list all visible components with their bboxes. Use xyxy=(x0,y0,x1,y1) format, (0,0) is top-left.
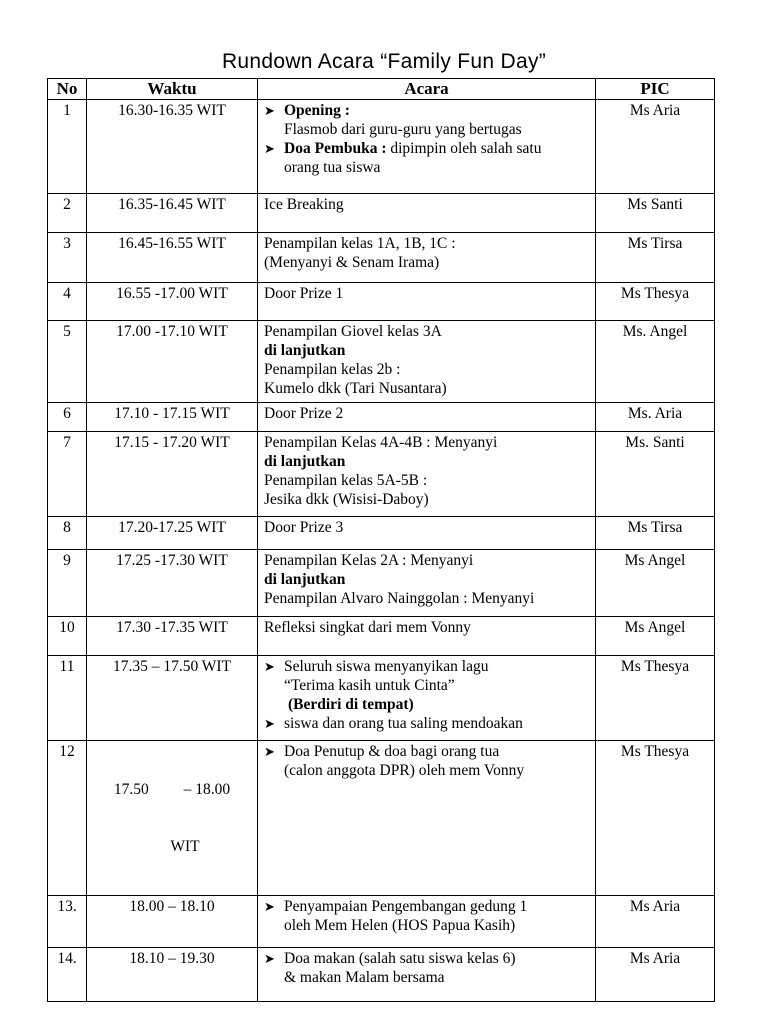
acara-bold: Doa Pembuka : xyxy=(284,140,387,157)
table-row xyxy=(48,741,715,896)
row-waktu: 16.45-16.55 WIT xyxy=(87,233,258,283)
header-pic: PIC xyxy=(596,79,715,100)
acara-line: Penampilan Giovel kelas 3A xyxy=(264,323,442,340)
row-no: 3 xyxy=(48,233,87,283)
row-pic: Ms Aria xyxy=(596,896,715,948)
row-pic: Ms Thesya xyxy=(596,741,715,896)
table-row xyxy=(48,948,715,1002)
row-no: 2 xyxy=(48,194,87,233)
row-no: 8 xyxy=(48,517,87,550)
acara-line: Penampilan Alvaro Nainggolan : Menyanyi xyxy=(264,590,535,607)
row-pic: Ms Aria xyxy=(596,100,715,194)
table-header-row xyxy=(48,79,715,100)
acara-line: Penampilan kelas 2b : xyxy=(264,361,401,378)
row-no: 11 xyxy=(48,656,87,741)
rundown-table xyxy=(47,78,715,1002)
row-waktu: 17.30 -17.35 WIT xyxy=(87,617,258,656)
row-pic: Ms Santi xyxy=(596,194,715,233)
acara-line: (Menyanyi & Senam Irama) xyxy=(264,254,440,271)
table-row xyxy=(48,100,715,194)
row-pic: Ms. Aria xyxy=(596,403,715,432)
row-acara xyxy=(258,100,596,194)
row-no: 5 xyxy=(48,321,87,403)
row-acara: Door Prize 1 xyxy=(258,283,596,321)
table-row xyxy=(48,517,715,550)
table-row xyxy=(48,656,715,741)
header-no: No xyxy=(48,79,87,100)
row-acara: Door Prize 2 xyxy=(258,403,596,432)
row-acara xyxy=(258,896,596,948)
row-acara xyxy=(258,432,596,517)
table-row xyxy=(48,617,715,656)
row-pic: Ms. Santi xyxy=(596,432,715,517)
row-waktu: 16.30-16.35 WIT xyxy=(87,100,258,194)
row-pic: Ms. Angel xyxy=(596,321,715,403)
acara-text: Penyampaian Pengembangan gedung 1 xyxy=(284,898,528,915)
acara-line: Jesika dkk (Wisisi-Daboy) xyxy=(264,491,429,508)
acara-line: Penampilan Kelas 4A-4B : Menyanyi xyxy=(264,434,498,451)
acara-bold: di lanjutkan xyxy=(264,571,346,588)
acara-text: Doa makan (salah satu siswa kelas 6) xyxy=(284,950,516,967)
acara-line: Kumelo dkk (Tari Nusantara) xyxy=(264,380,447,397)
table-row xyxy=(48,233,715,283)
row-waktu xyxy=(87,741,258,896)
acara-text: “Terima kasih untuk Cinta” xyxy=(284,677,455,694)
arrow-bullet-icon: ➤ xyxy=(264,716,275,731)
acara-text: Flasmob dari guru-guru yang bertugas xyxy=(284,121,522,138)
waktu-line: WIT xyxy=(170,838,200,855)
row-acara xyxy=(258,233,596,283)
row-acara xyxy=(258,741,596,896)
arrow-bullet-icon: ➤ xyxy=(264,659,275,674)
acara-line: Penampilan kelas 1A, 1B, 1C : xyxy=(264,235,456,252)
acara-bold: di lanjutkan xyxy=(264,453,346,470)
row-acara: Refleksi singkat dari mem Vonny xyxy=(258,617,596,656)
document-title: Rundown Acara “Family Fun Day” xyxy=(221,50,547,73)
row-waktu: 17.00 -17.10 WIT xyxy=(87,321,258,403)
row-no: 4 xyxy=(48,283,87,321)
acara-text: Seluruh siswa menyanyikan lagu xyxy=(284,658,489,675)
row-no: 12 xyxy=(48,741,87,896)
arrow-bullet-icon: ➤ xyxy=(264,744,275,759)
header-acara: Acara xyxy=(258,79,596,100)
row-no: 10 xyxy=(48,617,87,656)
row-waktu: 17.20-17.25 WIT xyxy=(87,517,258,550)
table-row xyxy=(48,550,715,617)
row-pic: Ms Thesya xyxy=(596,656,715,741)
acara-bold: Opening : xyxy=(284,102,350,119)
row-acara xyxy=(258,948,596,1002)
row-pic: Ms Angel xyxy=(596,550,715,617)
acara-text: (calon anggota DPR) oleh mem Vonny xyxy=(284,762,525,779)
row-waktu: 16.55 -17.00 WIT xyxy=(87,283,258,321)
row-pic: Ms Tirsa xyxy=(596,233,715,283)
row-waktu: 18.00 – 18.10 xyxy=(87,896,258,948)
row-pic: Ms Tirsa xyxy=(596,517,715,550)
table-row xyxy=(48,321,715,403)
row-acara xyxy=(258,321,596,403)
acara-text: dipimpin oleh salah satu xyxy=(386,140,542,157)
acara-bold: di lanjutkan xyxy=(264,342,346,359)
row-acara: Ice Breaking xyxy=(258,194,596,233)
row-waktu: 17.35 – 17.50 WIT xyxy=(87,656,258,741)
acara-line: Penampilan Kelas 2A : Menyanyi xyxy=(264,552,474,569)
waktu-line: 17.50 – 18.00 xyxy=(113,781,231,798)
acara-text: oleh Mem Helen (HOS Papua Kasih) xyxy=(284,917,516,934)
arrow-bullet-icon: ➤ xyxy=(264,141,275,156)
row-acara xyxy=(258,550,596,617)
row-waktu: 18.10 – 19.30 xyxy=(87,948,258,1002)
table-row xyxy=(48,194,715,233)
table-row xyxy=(48,432,715,517)
row-acara: Door Prize 3 xyxy=(258,517,596,550)
table-row xyxy=(48,896,715,948)
acara-line: Penampilan kelas 5A-5B : xyxy=(264,472,428,489)
row-no: 9 xyxy=(48,550,87,617)
arrow-bullet-icon: ➤ xyxy=(264,103,275,118)
row-no: 6 xyxy=(48,403,87,432)
arrow-bullet-icon: ➤ xyxy=(264,899,275,914)
acara-text: & makan Malam bersama xyxy=(284,969,445,986)
row-pic: Ms Angel xyxy=(596,617,715,656)
row-pic: Ms Thesya xyxy=(596,283,715,321)
row-acara xyxy=(258,656,596,741)
acara-text: Doa Penutup & doa bagi orang tua xyxy=(284,743,500,760)
row-waktu: 17.15 - 17.20 WIT xyxy=(87,432,258,517)
acara-text: siswa dan orang tua saling mendoakan xyxy=(284,715,523,732)
row-waktu: 17.10 - 17.15 WIT xyxy=(87,403,258,432)
row-no: 13. xyxy=(48,896,87,948)
row-waktu: 16.35-16.45 WIT xyxy=(87,194,258,233)
header-waktu: Waktu xyxy=(87,79,258,100)
row-waktu: 17.25 -17.30 WIT xyxy=(87,550,258,617)
acara-bold: (Berdiri di tempat) xyxy=(288,696,414,713)
table-row xyxy=(48,403,715,432)
arrow-bullet-icon: ➤ xyxy=(264,951,275,966)
table-row xyxy=(48,283,715,321)
acara-text: orang tua siswa xyxy=(284,159,381,176)
row-pic: Ms Aria xyxy=(596,948,715,1002)
row-no: 7 xyxy=(48,432,87,517)
row-no: 1 xyxy=(48,100,87,194)
row-no: 14. xyxy=(48,948,87,1002)
